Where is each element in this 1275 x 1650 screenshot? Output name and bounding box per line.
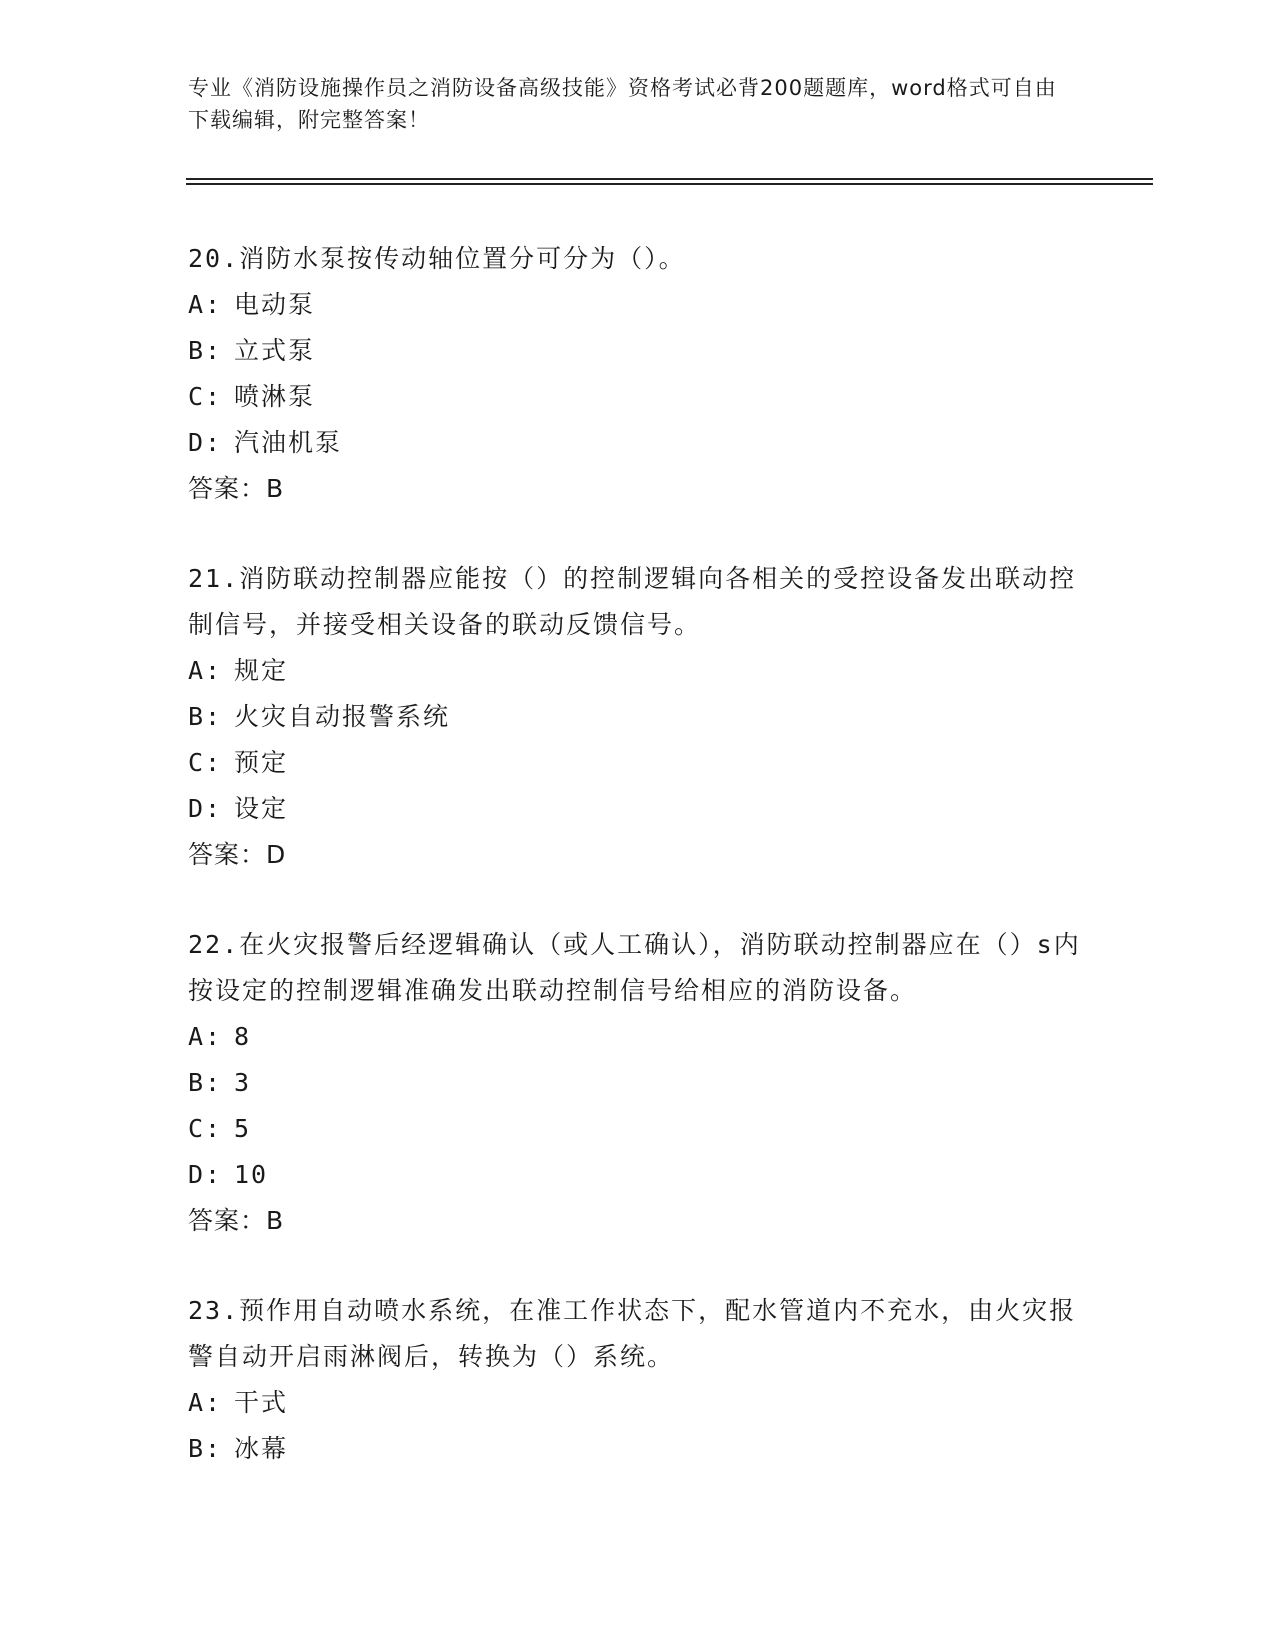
document-title: 专业《消防设施操作员之消防设备高级技能》资格考试必背200题题库，word格式可自由下载编辑，附完整答案！ — [188, 76, 1057, 132]
option-letter: C: — [188, 382, 223, 411]
option-text: 喷淋泵 — [234, 382, 316, 411]
option-letter: B: — [188, 1068, 223, 1097]
option-c — [188, 1106, 1088, 1152]
option-c — [188, 374, 1088, 420]
question-text: 23.预作用自动喷水系统，在准工作状态下，配水管道内不充水，由火灾报警自动开启雨淋阀后，转换为（）系统。 — [188, 1296, 1077, 1371]
question-20 — [188, 236, 1088, 512]
option-text: 立式泵 — [234, 336, 316, 365]
question-22 — [188, 922, 1088, 1244]
question-text: 22.在火灾报警后经逻辑确认（或人工确认），消防联动控制器应在（）s内按设定的控制逻辑准确发出联动控制信号给相应的消防设备。 — [188, 930, 1081, 1005]
option-text: 设定 — [234, 794, 289, 823]
answer-line: 答案：B — [188, 1206, 285, 1235]
option-letter: A: — [188, 290, 223, 319]
option-d — [188, 420, 1088, 466]
option-letter: C: — [188, 1114, 223, 1143]
header-divider-top — [186, 178, 1153, 180]
document-header — [188, 72, 1068, 136]
option-c — [188, 740, 1088, 786]
option-letter: D: — [188, 1160, 223, 1189]
option-letter: D: — [188, 794, 223, 823]
option-text: 预定 — [234, 748, 289, 777]
option-text: 8 — [234, 1022, 252, 1051]
answer-line: 答案：D — [188, 840, 287, 869]
option-letter: A: — [188, 656, 223, 685]
option-text: 冰幕 — [234, 1434, 289, 1463]
option-text: 5 — [234, 1114, 252, 1143]
option-a — [188, 648, 1088, 694]
question-21 — [188, 556, 1088, 878]
question-text: 20.消防水泵按传动轴位置分可分为（）。 — [188, 244, 686, 273]
question-text: 21.消防联动控制器应能按（）的控制逻辑向各相关的受控设备发出联动控制信号，并接受相关设备的联动反馈信号。 — [188, 564, 1077, 639]
option-b — [188, 1426, 1088, 1472]
option-text: 火灾自动报警系统 — [234, 702, 451, 731]
option-text: 干式 — [234, 1388, 289, 1417]
option-text: 电动泵 — [234, 290, 316, 319]
option-letter: A: — [188, 1388, 223, 1417]
option-a — [188, 1014, 1088, 1060]
header-divider-bottom — [186, 183, 1153, 185]
option-letter: B: — [188, 1434, 223, 1463]
option-letter: B: — [188, 702, 223, 731]
option-text: 10 — [234, 1160, 269, 1189]
option-b — [188, 1060, 1088, 1106]
option-letter: C: — [188, 748, 223, 777]
option-text: 规定 — [234, 656, 289, 685]
question-23 — [188, 1288, 1088, 1472]
answer-line: 答案：B — [188, 474, 285, 503]
option-letter: B: — [188, 336, 223, 365]
option-a — [188, 282, 1088, 328]
question-list — [188, 236, 1088, 1516]
option-text: 汽油机泵 — [234, 428, 343, 457]
option-letter: A: — [188, 1022, 223, 1051]
option-letter: D: — [188, 428, 223, 457]
option-d — [188, 1152, 1088, 1198]
option-d — [188, 786, 1088, 832]
option-b — [188, 328, 1088, 374]
option-text: 3 — [234, 1068, 252, 1097]
option-a — [188, 1380, 1088, 1426]
option-b — [188, 694, 1088, 740]
